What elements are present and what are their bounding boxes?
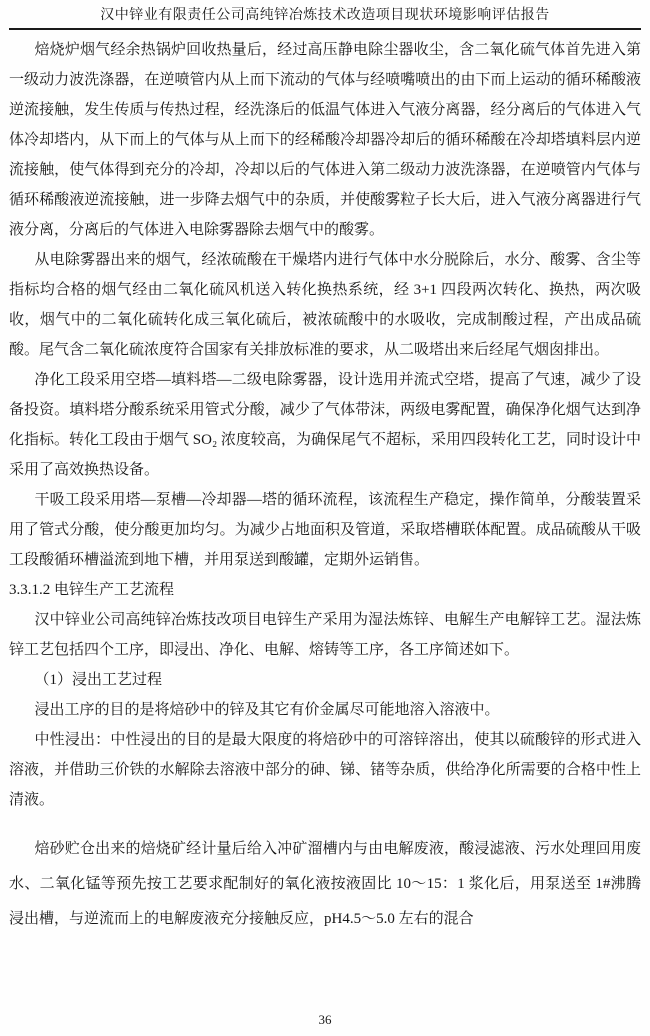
page-header	[0, 0, 650, 25]
paragraph-purification-section: 净化工段采用空塔—填料塔—二级电除雾器，设计选用并流式空塔，提高了气速，减少了设备投资。填料塔分酸系统采用管式分酸，减少了气体带沫，两级电雾配置，确保净化烟气达到净化指标。转化工段由于烟气 SO₂ 浓度较高，为确保尾气不超标，采用四段转化工艺，同时设计中采用了高效换热设备。	[9, 372, 641, 478]
paragraph-roaster-gas-washing: 焙烧炉烟气经余热锅炉回收热量后，经过高压静电除尘器收尘，含二氧化硫气体首先进入第一级动力波洗涤器，在逆喷管内从上而下流动的气体与经喷嘴喷出的由下而上运动的循环稀酸液逆流接触，发生传质与传热过程，经洗涤后的低温气体进入气液分离器，经分离后的气体进入气体冷却塔内，从下而上的气体与从上而下的经稀酸冷却器冷却后的循环稀酸在冷却塔填料层内逆流接触，使气体得到充分的冷却，冷却以后的气体进入第二级动力波洗涤器，在逆喷管内气体与循环稀酸液逆流接触，进一步降去烟气中的杂质，并使酸雾粒子长大后，进入气液分离器进行气液分离，分离后的气体进入电除雾器除去烟气中的酸雾。	[9, 42, 641, 238]
paragraph-neutral-leaching: 中性浸出：中性浸出的目的是最大限度的将焙砂中的可溶锌溶出，使其以硫酸锌的形式进入溶液，并借助三价铁的水解除去溶液中部分的砷、锑、锗等杂质，供给净化所需要的合格中性上清液。	[9, 732, 641, 808]
paragraph-drying-conversion-absorption: 从电除雾器出来的烟气，经浓硫酸在干燥塔内进行气体中水分脱除后，水分、酸雾、含尘等指标均合格的烟气经由二氧化硫风机送入转化换热系统，经 3+1 四段两次转化、换热，两次吸收，烟气中的二氧化硫转化成三氧化硫后，被浓硫酸中的水吸收，完成制酸过程，产出成品硫酸。尾气含二氧化硫浓度符合国家有关排放标准的要求，从二吸塔出来后经尾气烟囱排出。	[9, 252, 641, 358]
section-heading-electro-zinc-process: 3.3.1.2 电锌生产工艺流程	[9, 582, 175, 598]
paragraph-dry-absorption-section: 干吸工段采用塔—泵槽—冷却器—塔的循环流程，该流程生产稳定，操作简单，分酸装置采用了管式分酸，使分酸更加均匀。为减少占地面积及管道，采取塔槽联体配置。成品硫酸从干吸工段酸循环槽溢流到地下槽，并用泵送到酸罐，定期外运销售。	[9, 492, 641, 568]
document-body	[9, 35, 641, 937]
paragraph-calcine-slurrying: 焙砂贮仓出来的焙烧矿经计量后给入冲矿溜槽内与由电解废液，酸浸滤液、污水处理回用废水、二氧化锰等预先按工艺要求配制好的氧化液按液固比 10～15：1 浆化后，用泵送至 1#沸腾浸出槽，与逆流而上的电解废液充分接触反应，pH4.5～5.0 左右的混合	[9, 841, 641, 927]
paragraph-electro-zinc-overview: 汉中锌业公司高纯锌冶炼技改项目电锌生产采用为湿法炼锌、电解生产电解锌工艺。湿法炼锌工艺包括四个工序，即浸出、净化、电解、熔铸等工序，各工序简述如下。	[9, 612, 641, 658]
page-number: 36	[318, 1012, 332, 1027]
header-divider	[9, 28, 641, 30]
page-footer	[0, 1012, 650, 1028]
subsection-heading-leaching-process: （1）浸出工艺过程	[34, 672, 163, 688]
paragraph-leaching-purpose: 浸出工序的目的是将焙砂中的锌及其它有价金属尽可能地溶入溶液中。	[34, 702, 500, 718]
header-title: 汉中锌业有限责任公司高纯锌冶炼技术改造项目现状环境影响评估报告	[100, 8, 550, 23]
